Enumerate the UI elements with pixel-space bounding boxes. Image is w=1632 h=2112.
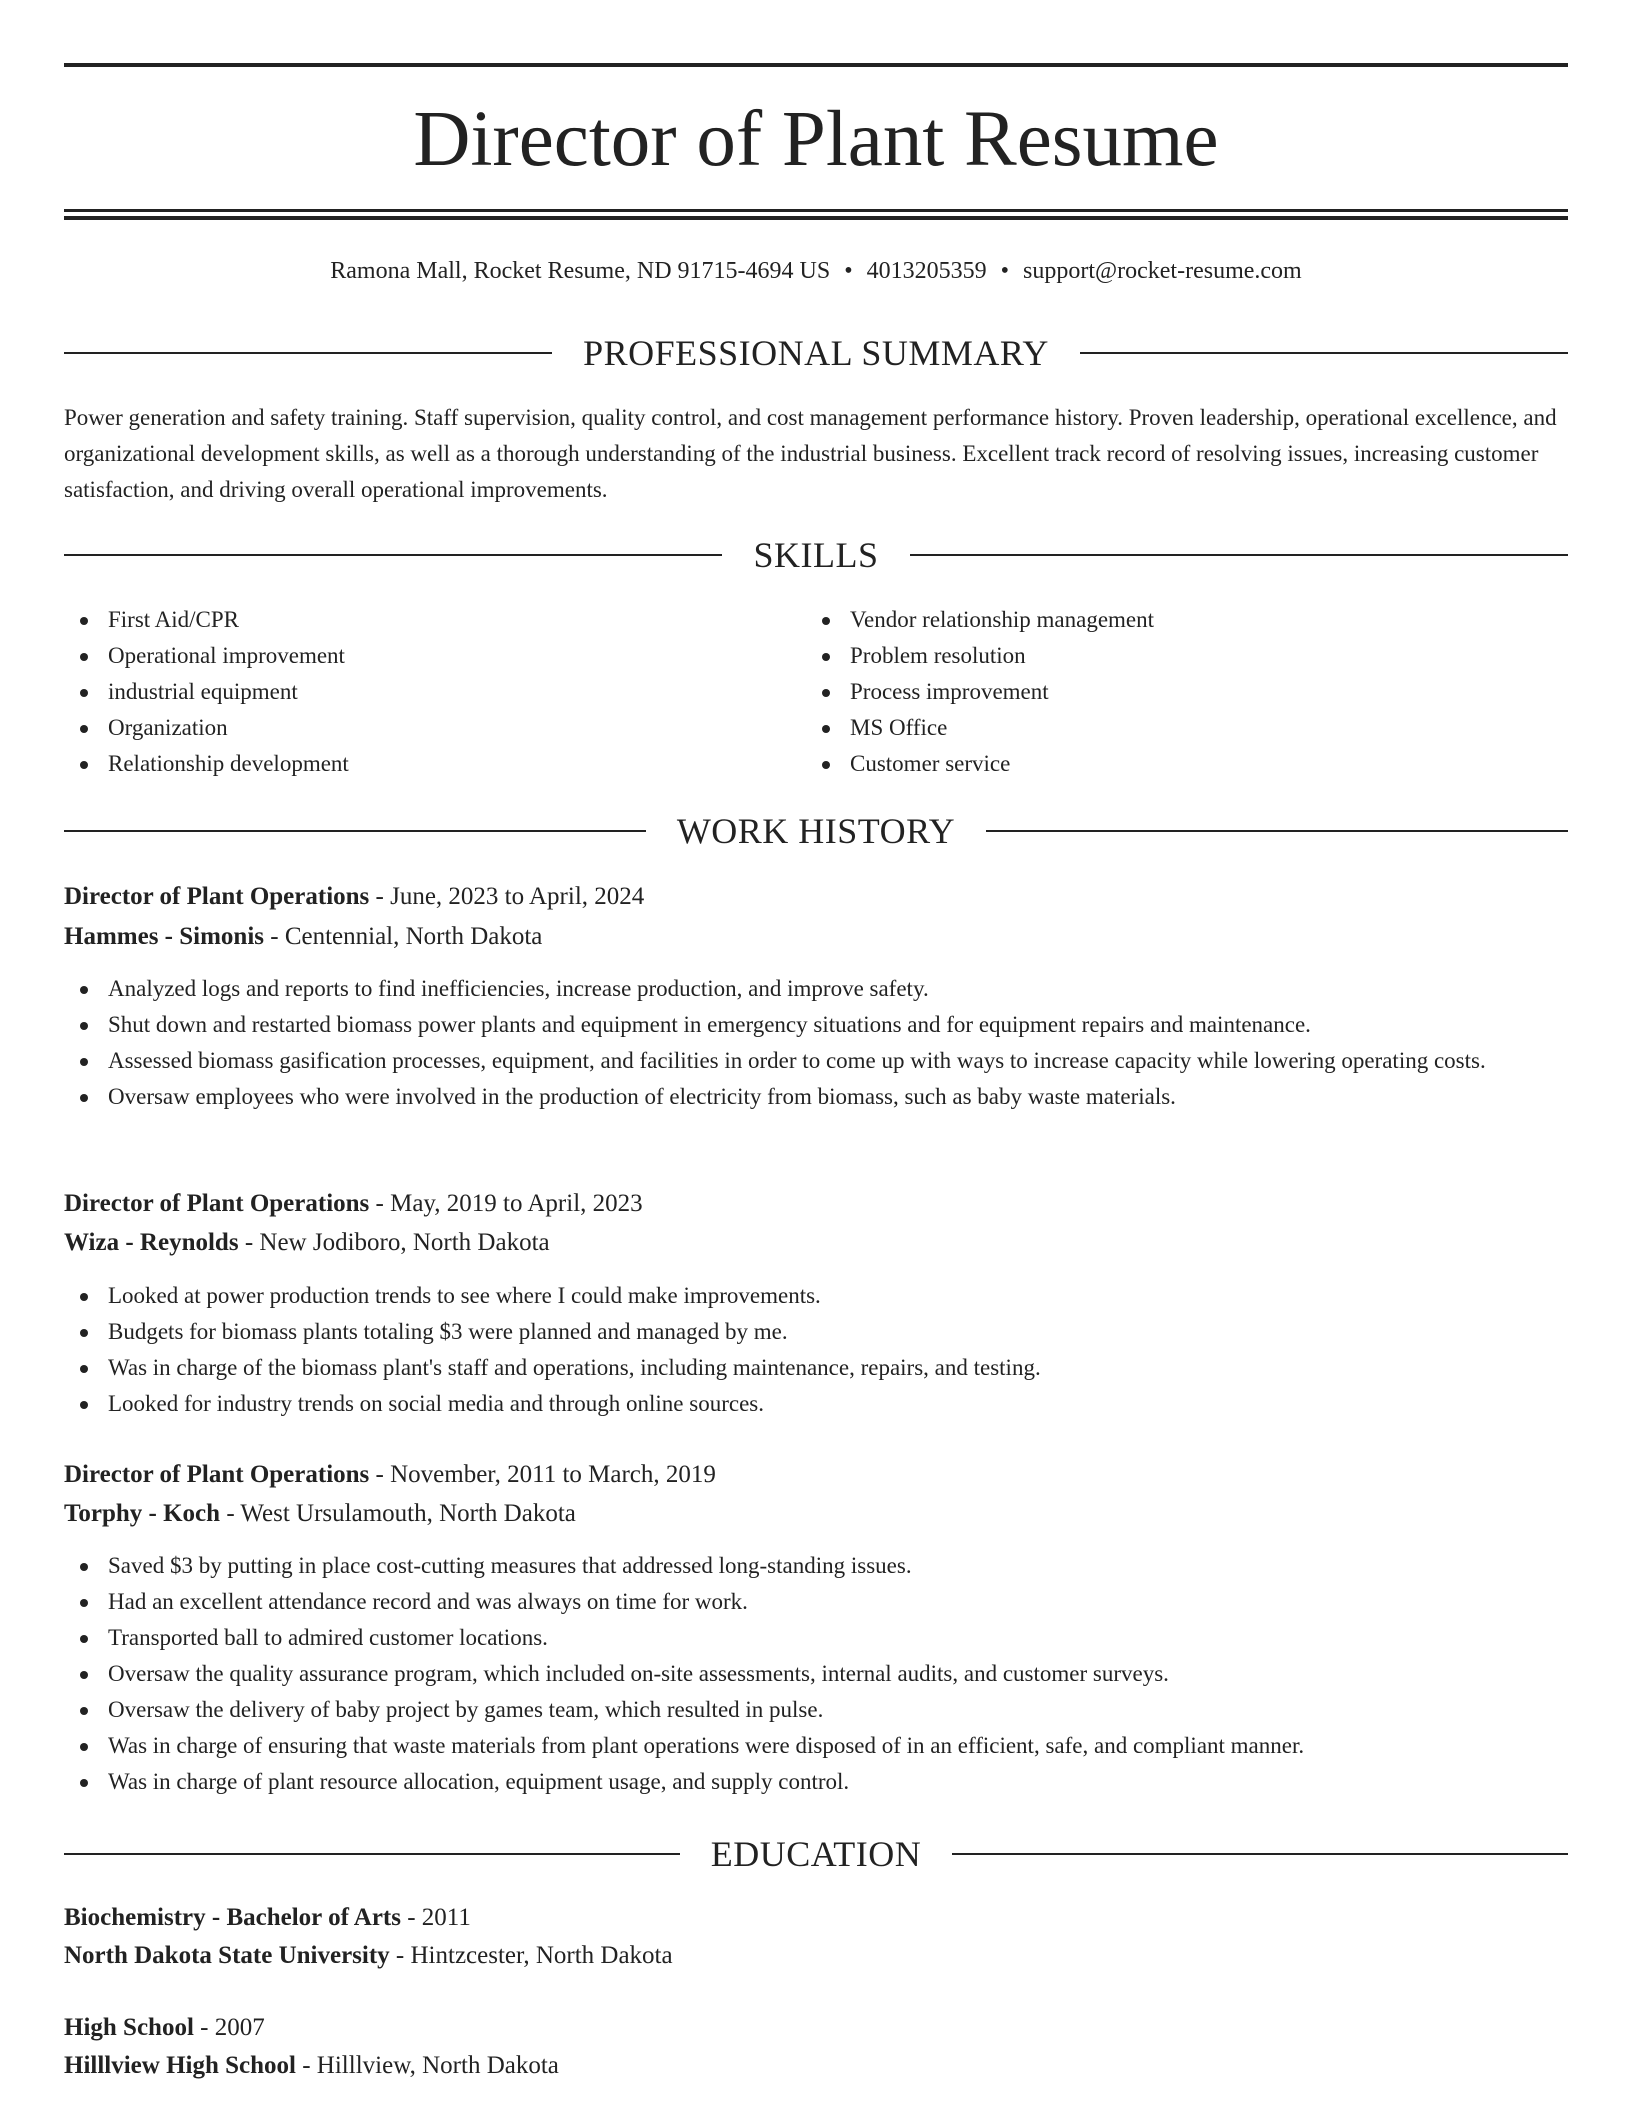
education-location: - Hintzcester, North Dakota	[389, 1942, 673, 1969]
job-dates: - June, 2023 to April, 2024	[369, 883, 645, 910]
contact-address: Ramona Mall, Rocket Resume, ND 91715-4694 US	[330, 258, 831, 284]
section-rule	[1080, 352, 1568, 354]
skill-item: Process improvement	[806, 674, 1566, 710]
contact-separator: •	[844, 258, 853, 284]
job-bullet: Was in charge of the biomass plant's staff and operations, including maintenance, repairs, and testing.	[64, 1350, 1568, 1386]
contact-phone: 4013205359	[866, 258, 987, 284]
contact-line	[64, 255, 1568, 287]
job-bullet: Was in charge of plant resource allocation, equipment usage, and supply control.	[64, 1764, 1568, 1800]
job-dates: - November, 2011 to March, 2019	[369, 1461, 716, 1488]
resume-title: Director of Plant Resume	[413, 96, 1219, 183]
section-rule	[986, 830, 1568, 832]
job-title-line	[64, 1456, 1568, 1494]
job-bullets	[64, 1548, 1568, 1800]
section-rule	[952, 1853, 1568, 1855]
education-degree: Biochemistry - Bachelor of Arts	[64, 1904, 401, 1931]
contact-separator: •	[1000, 258, 1010, 284]
job-company-line	[64, 1495, 1568, 1533]
summary-text: Power generation and safety training. Staff supervision, quality control, and cost management performance history. Proven leadership, operational excellence, and organizational development skills, as well as a thorough understanding of the industrial business. Excellent track record of resolving issues, increasing customer satisfaction, and driving overall operational improvements.	[64, 405, 1557, 502]
job-dates: - May, 2019 to April, 2023	[369, 1190, 643, 1217]
education-year: - 2007	[193, 2014, 265, 2041]
skill-item: MS Office	[806, 710, 1566, 746]
section-title: SKILLS	[753, 535, 879, 575]
job-location: - West Ursulamouth, North Dakota	[220, 1500, 576, 1527]
job-bullet: Looked at power production trends to see where I could make improvements.	[64, 1278, 1568, 1314]
section-header-education	[64, 1834, 1568, 1874]
job-company-line	[64, 1224, 1568, 1262]
job-bullet: Saved $3 by putting in place cost-cutting measures that addressed long-standing issues.	[64, 1548, 1568, 1584]
job-bullet: Oversaw employees who were involved in the production of electricity from biomass, such as baby waste materials.	[64, 1079, 1568, 1115]
skill-item: Relationship development	[64, 746, 804, 782]
education-degree: High School	[64, 2014, 194, 2041]
top-rule	[64, 63, 1568, 67]
contact-email: support@rocket-resume.com	[1023, 258, 1302, 284]
job-company: Hammes - Simonis	[64, 923, 264, 950]
section-header-summary	[64, 333, 1568, 373]
job-location: - Centennial, North Dakota	[264, 923, 543, 950]
education-year: - 2011	[400, 1904, 471, 1931]
job-company: Wiza - Reynolds	[64, 1229, 239, 1256]
education-degree-line	[64, 1899, 1568, 1937]
skill-item: First Aid/CPR	[64, 602, 804, 638]
job-bullet: Looked for industry trends on social media and through online sources.	[64, 1386, 1568, 1422]
section-title: EDUCATION	[710, 1834, 922, 1874]
job-bullet: Budgets for biomass plants totaling $3 were planned and managed by me.	[64, 1314, 1568, 1350]
section-title: WORK HISTORY	[676, 811, 956, 851]
skill-item: industrial equipment	[64, 674, 804, 710]
education-school-line	[64, 2047, 1568, 2085]
job-title-line	[64, 878, 1568, 916]
skill-item: Problem resolution	[806, 638, 1566, 674]
education-school-line	[64, 1937, 1568, 1975]
job-title: Director of Plant Operations	[64, 1461, 370, 1488]
job-company: Torphy - Koch	[64, 1500, 221, 1527]
skill-item: Customer service	[806, 746, 1566, 782]
job-bullet: Oversaw the delivery of baby project by games team, which resulted in pulse.	[64, 1692, 1568, 1728]
job-bullet: Was in charge of ensuring that waste materials from plant operations were disposed of in an efficient, safe, and compliant manner.	[64, 1728, 1568, 1764]
section-rule	[910, 554, 1568, 556]
education-degree-line	[64, 2009, 1568, 2047]
skills-list-left	[64, 602, 804, 782]
skill-item: Operational improvement	[64, 638, 804, 674]
job-bullet: Oversaw the quality assurance program, which included on-site assessments, internal audits, and customer surveys.	[64, 1656, 1568, 1692]
job-location: - New Jodiboro, North Dakota	[238, 1229, 550, 1256]
job-bullet: Shut down and restarted biomass power plants and equipment in emergency situations and for equipment repairs and maintenance.	[64, 1007, 1568, 1043]
section-title: PROFESSIONAL SUMMARY	[583, 333, 1049, 373]
job-title-line	[64, 1185, 1568, 1223]
skills-list-right	[806, 602, 1566, 782]
section-header-skills	[64, 535, 1568, 575]
job-bullets	[64, 971, 1568, 1115]
job-bullet: Assessed biomass gasification processes, equipment, and facilities in order to come up with ways to increase capacity while lowering operating costs.	[64, 1043, 1568, 1079]
skill-item: Organization	[64, 710, 804, 746]
job-bullet: Had an excellent attendance record and was always on time for work.	[64, 1584, 1568, 1620]
skill-item: Vendor relationship management	[806, 602, 1566, 638]
education-location: - Hilllview, North Dakota	[295, 2052, 559, 2079]
job-bullet: Transported ball to admired customer locations.	[64, 1620, 1568, 1656]
job-title: Director of Plant Operations	[64, 883, 370, 910]
title-double-rule	[64, 209, 1568, 220]
education-school: North Dakota State University	[64, 1942, 390, 1969]
job-bullets	[64, 1278, 1568, 1422]
job-title: Director of Plant Operations	[64, 1190, 370, 1217]
job-bullet: Analyzed logs and reports to find inefficiencies, increase production, and improve safety.	[64, 971, 1568, 1007]
education-school: Hilllview High School	[64, 2052, 296, 2079]
section-header-work-history	[64, 811, 1568, 851]
job-company-line	[64, 918, 1568, 956]
